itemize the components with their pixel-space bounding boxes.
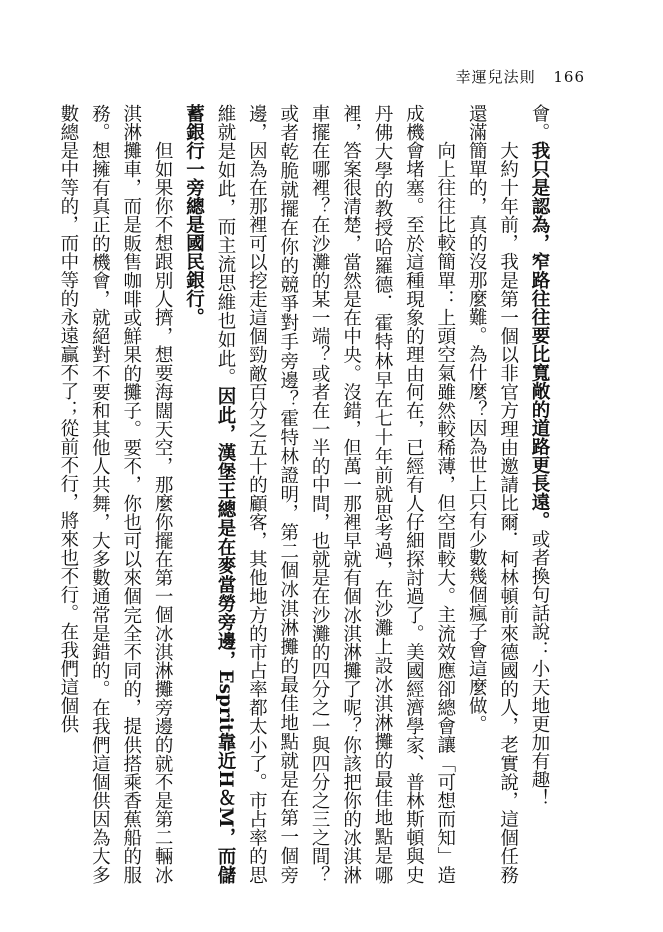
text-segment: 或者換句話說：小天地更加有趣！ [529, 529, 550, 807]
emphasis-segment: 我只是認為，窄路往往要比寬敞的道路更長遠。 [529, 141, 550, 530]
text-segment: 大約十年前，我是第一個以非官方理由邀請比爾．柯林頓前來德國的人，老實說，這個任務還滿簡單的，真的沒那麼難。為什麼？因為世上只有少數幾個瘋子會這麼做。 [466, 104, 519, 884]
body-text [57, 104, 555, 885]
text-segment: 會。 [529, 104, 550, 141]
page-number: 166 [553, 68, 585, 86]
emphasis-segment: 因此，漢堡王總是在麥當勞旁邊，Esprit靠近H＆M，而儲蓄銀行一旁總是國民銀行。 [183, 104, 236, 885]
book-title: 幸運兒法則 [455, 68, 536, 86]
text-segment: 但如果你不想跟別人擠，想要海闊天空，那麼你擺在第一個冰淇淋攤旁邊的就不是第二輛冰淇淋攤車，而是販售咖啡或鮮果的攤子。要不，你也可以來個完全不同的，提供搭乘香蕉船的服務。想擁有真正的機會，就絕對不要和其他人共舞，大多數通常是錯的。在我們這個供因為大多數總是中等的，而中等的永遠贏不了；從前不行，將來也不行。在我們這個供 [57, 104, 174, 884]
paragraph [461, 104, 524, 884]
text-segment: 向上往往比較簡單：上頭空氣雖然較稀薄，但空間較大。主流效應卻總會讓「可想而知」造成機會堵塞。至於這種現象的理由何在，已經有人仔細探討過了。美國經濟學家、普林斯頓與史丹佛大學的教授哈羅德．霍特林早在七十年前就思考過，在沙灘上設冰淇淋攤的最佳地點是哪裡，答案很清楚，當然是在中央。沒錯，但萬一那裡早就有個冰淇淋攤了呢？你該把你的冰淇淋車擺在哪裡？在沙灘的某一端？或者在一半的中間，也就是在沙灘的四分之一與四分之三之間？或者乾脆就擺在你的競爭對手旁邊？霍特林證明，第二個冰淇淋攤的最佳地點就是在第一個旁邊，因為在那裡可以挖走這個勁敵百分之五十的顧客，其他地方的市占率都太小了。市占率的思維就是如此，而主流思維也如此。 [214, 104, 456, 884]
page-header [456, 66, 585, 87]
paragraph [178, 104, 461, 884]
paragraph [524, 104, 555, 884]
paragraph [53, 104, 179, 884]
